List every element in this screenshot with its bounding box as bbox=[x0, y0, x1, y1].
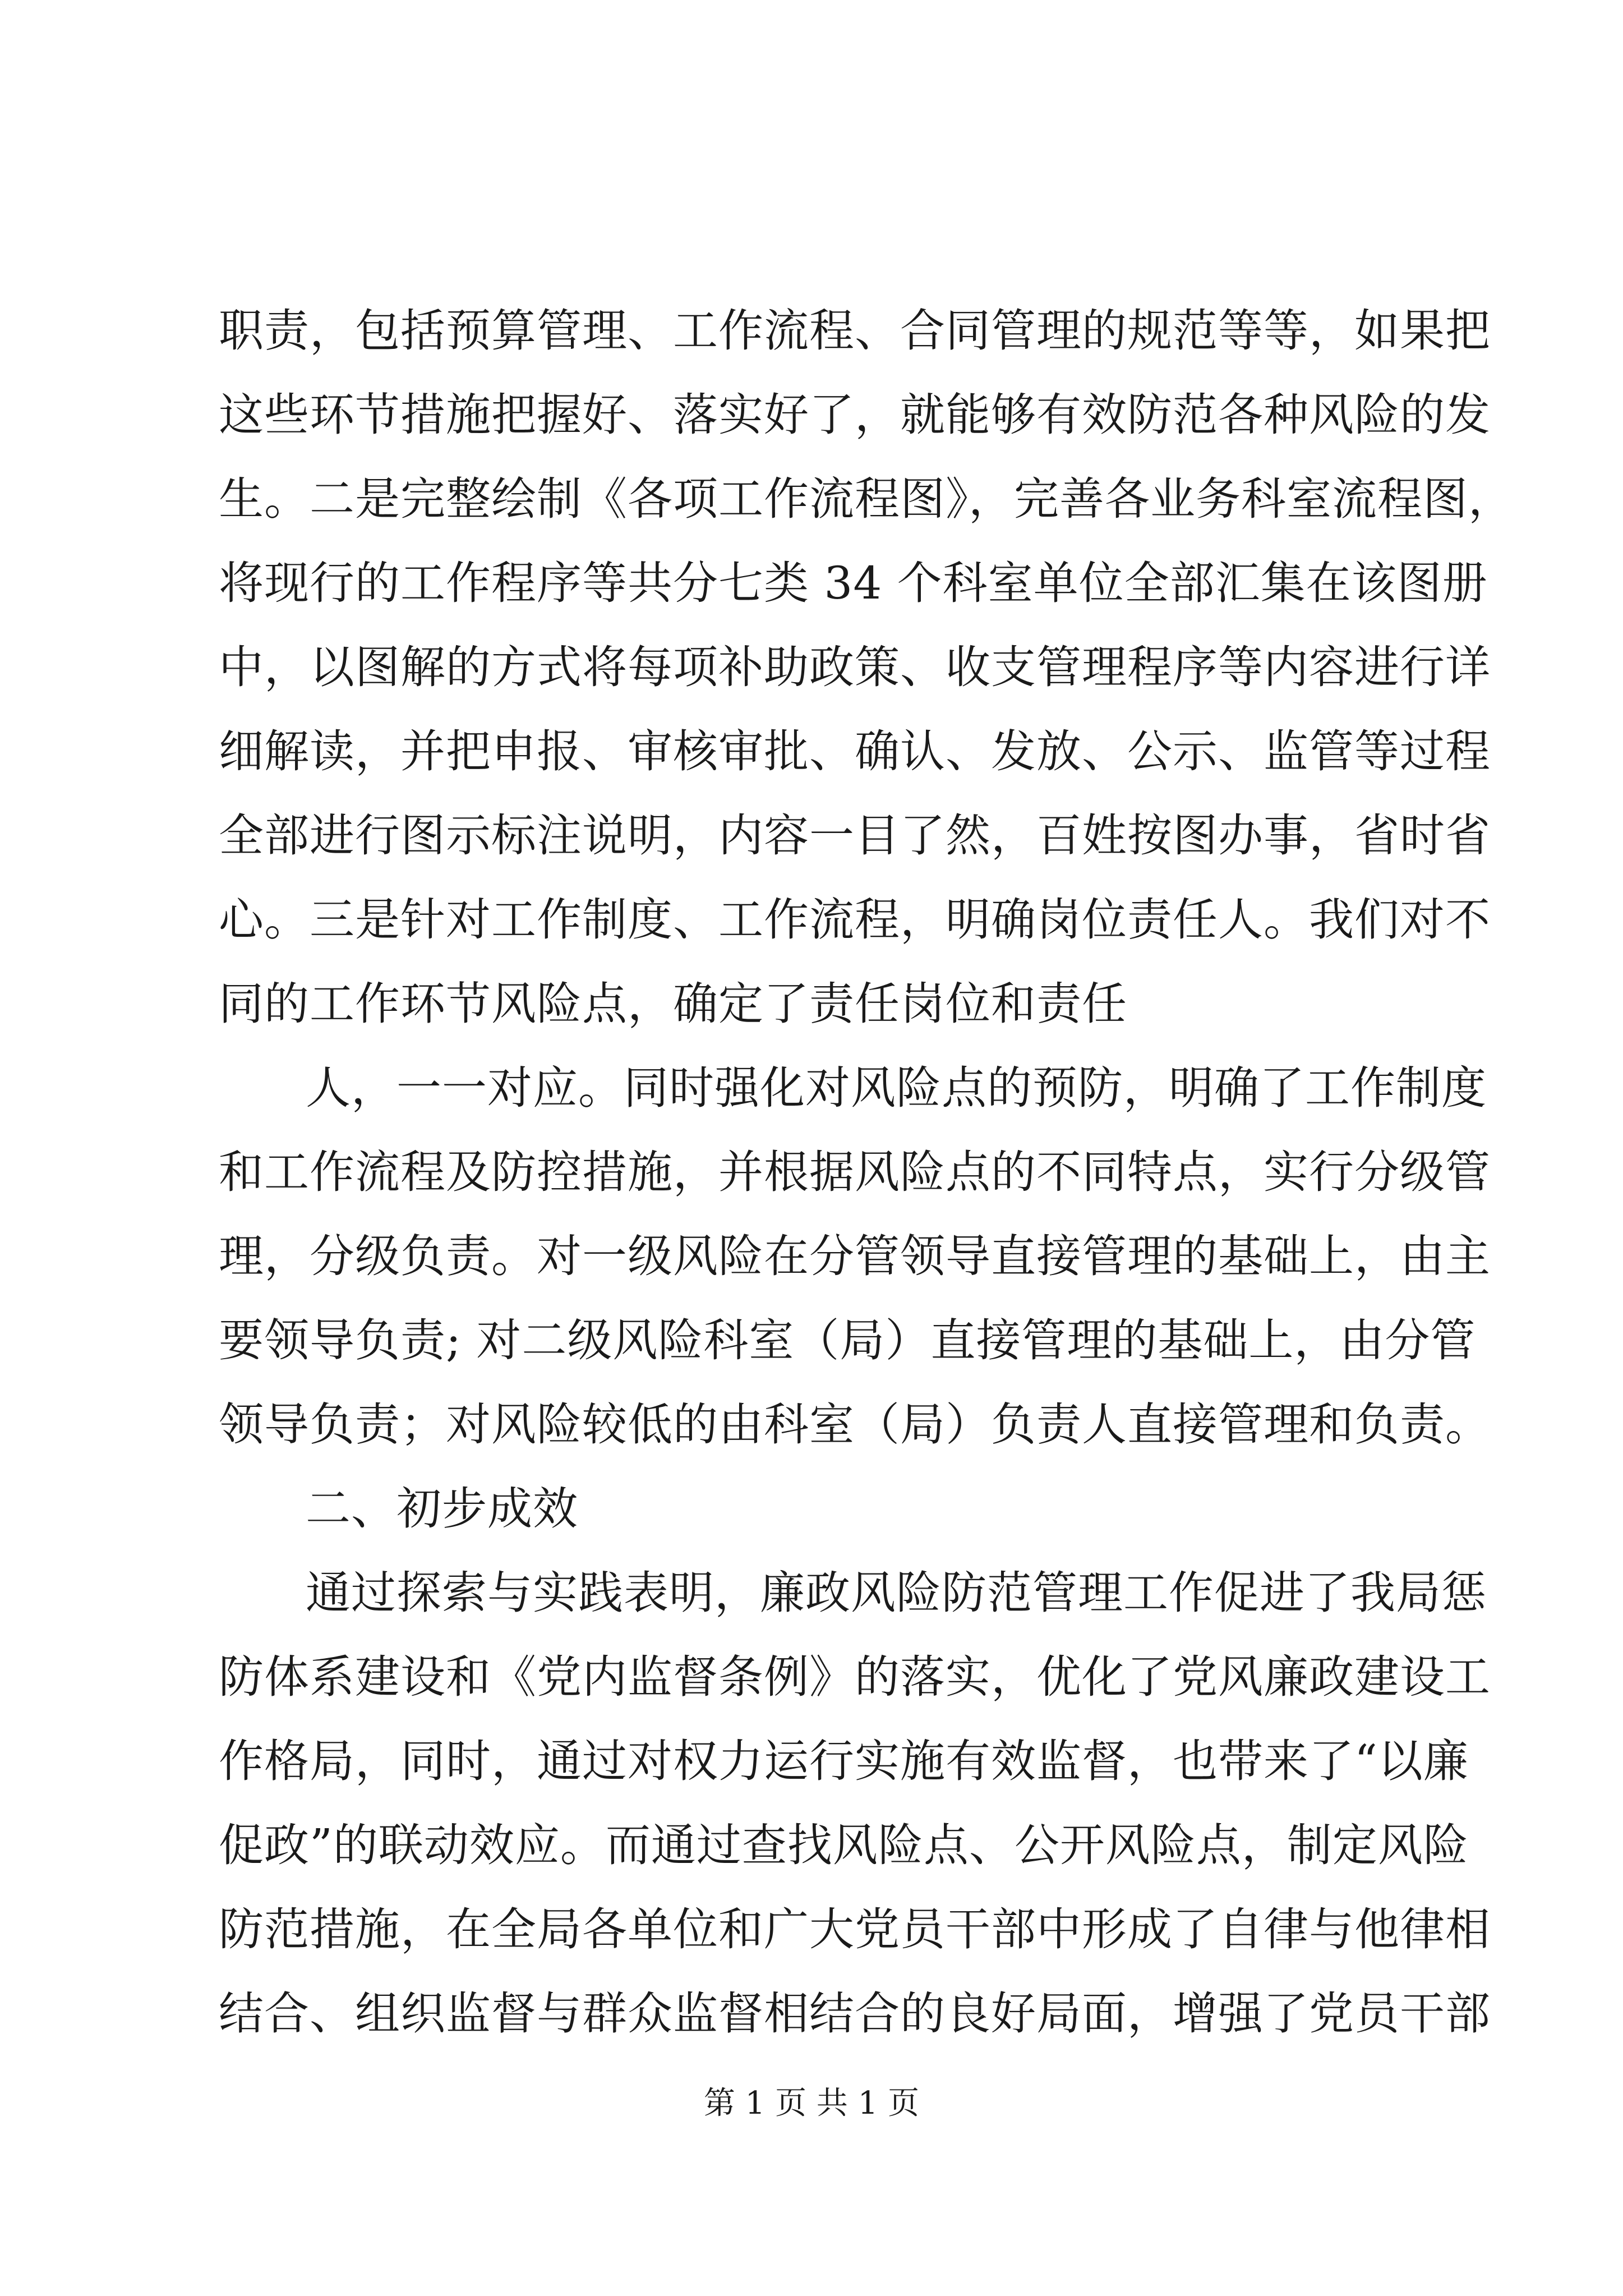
body-line: 人，一一对应。同时强化对风险点的预防，明确了工作制度 bbox=[306, 1062, 1487, 1114]
body-line: 心。三是针对工作制度、工作流程，明确岗位责任人。我们对不 bbox=[219, 894, 1491, 946]
body-line: 细解读，并把申报、审核审批、确认、发放、公示、监管等过程 bbox=[219, 725, 1491, 777]
body-line: 作格局，同时，通过对权力运行实施有效监督，也带来了“以廉 bbox=[219, 1735, 1469, 1787]
body-line: 将现行的工作程序等共分七类 34 个科室单位全部汇集在该图册 bbox=[219, 557, 1488, 609]
body-line: 同的工作环节风险点，确定了责任岗位和责任 bbox=[219, 978, 1127, 1030]
body-line: 中，以图解的方式将每项补助政策、收支管理程序等内容进行详 bbox=[219, 641, 1491, 693]
body-line: 和工作流程及防控措施，并根据风险点的不同特点，实行分级管 bbox=[219, 1146, 1491, 1198]
section-heading: 二、初步成效 bbox=[306, 1483, 578, 1535]
body-line: 防范措施，在全局各单位和广大党员干部中形成了自律与他律相 bbox=[219, 1903, 1491, 1955]
body-line: 促政”的联动效应。而通过查找风险点、公开风险点，制定风险 bbox=[219, 1819, 1469, 1871]
body-line: 职责，包括预算管理、工作流程、合同管理的规范等等，如果把 bbox=[219, 305, 1491, 357]
body-line: 结合、组织监督与群众监督相结合的良好局面，增强了党员干部 bbox=[219, 1987, 1491, 2040]
body-line: 全部进行图示标注说明，内容一目了然，百姓按图办事，省时省 bbox=[219, 809, 1491, 862]
body-line: 通过探索与实践表明，廉政风险防范管理工作促进了我局惩 bbox=[306, 1567, 1487, 1619]
body-line: 防体系建设和《党内监督条例》的落实，优化了党风廉政建设工 bbox=[219, 1651, 1491, 1703]
body-line: 要领导负责; 对二级风险科室（局）直接管理的基础上，由分管 bbox=[219, 1314, 1476, 1366]
body-line: 领导负责；对风险较低的由科室（局）负责人直接管理和负责。 bbox=[219, 1398, 1491, 1451]
body-line: 这些环节措施把握好、落实好了，就能够有效防范各种风险的发 bbox=[219, 389, 1491, 441]
page-footer: 第 1 页 共 1 页 bbox=[703, 2085, 920, 2122]
body-line: 生。二是完整绘制《各项工作流程图》，完善各业务科室流程图， bbox=[219, 473, 1514, 525]
body-line: 理，分级负责。对一级风险在分管领导直接管理的基础上，由主 bbox=[219, 1230, 1491, 1282]
